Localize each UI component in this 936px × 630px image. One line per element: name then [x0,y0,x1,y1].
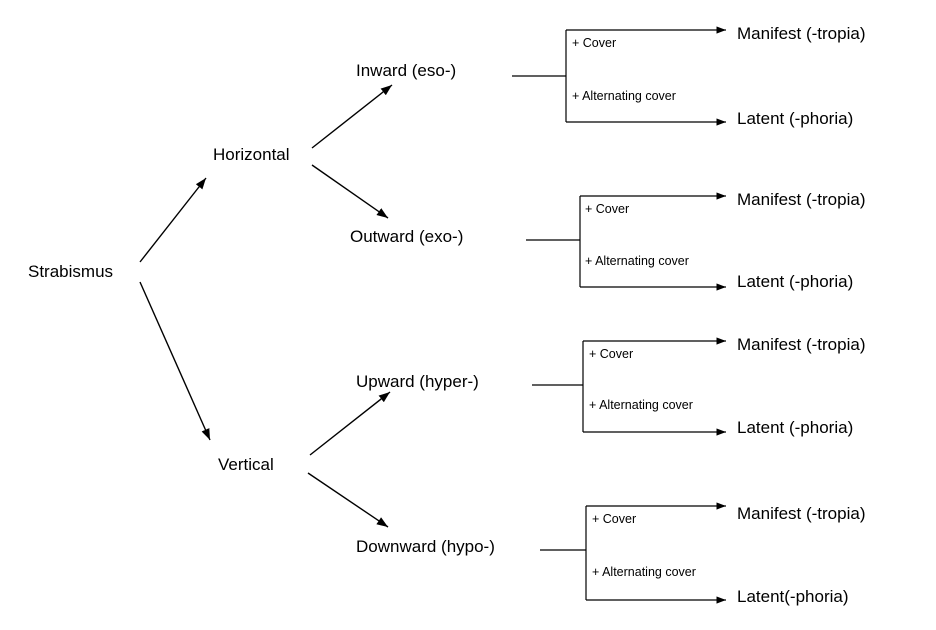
node-outward-latent: Latent (-phoria) [737,272,854,291]
node-inward-eso: Inward (eso-) [356,61,457,80]
edge-label-cover-outward: + Cover [585,202,630,216]
node-strabismus: Strabismus [28,262,114,281]
edge-label-cover-inward: + Cover [572,36,617,50]
node-vertical: Vertical [218,455,274,474]
edge-label-alternating-cover-outward: + Alternating cover [585,254,689,268]
node-downward-latent: Latent(-phoria) [737,587,849,606]
node-outward-exo: Outward (exo-) [350,227,464,246]
node-inward-latent: Latent (-phoria) [737,109,854,128]
edge-strabismus-vertical [140,282,210,440]
edge-label-alternating-cover-inward: + Alternating cover [572,89,676,103]
node-downward-manifest: Manifest (-tropia) [737,504,866,523]
edge-horizontal-inward [312,85,392,148]
node-upward-hyper: Upward (hyper-) [356,372,479,391]
edge-label-cover-downward: + Cover [592,512,637,526]
edge-vertical-downward [308,473,388,527]
edge-label-alternating-cover-upward: + Alternating cover [589,398,693,412]
node-upward-latent: Latent (-phoria) [737,418,854,437]
node-horizontal: Horizontal [213,145,290,164]
edge-strabismus-horizontal [140,178,206,262]
node-outward-manifest: Manifest (-tropia) [737,190,866,209]
edge-label-cover-upward: + Cover [589,347,634,361]
edge-horizontal-outward [312,165,388,218]
node-downward-hypo: Downward (hypo-) [356,537,495,556]
edge-vertical-upward [310,392,390,455]
edge-label-alternating-cover-downward: + Alternating cover [592,565,696,579]
node-inward-manifest: Manifest (-tropia) [737,24,866,43]
node-upward-manifest: Manifest (-tropia) [737,335,866,354]
